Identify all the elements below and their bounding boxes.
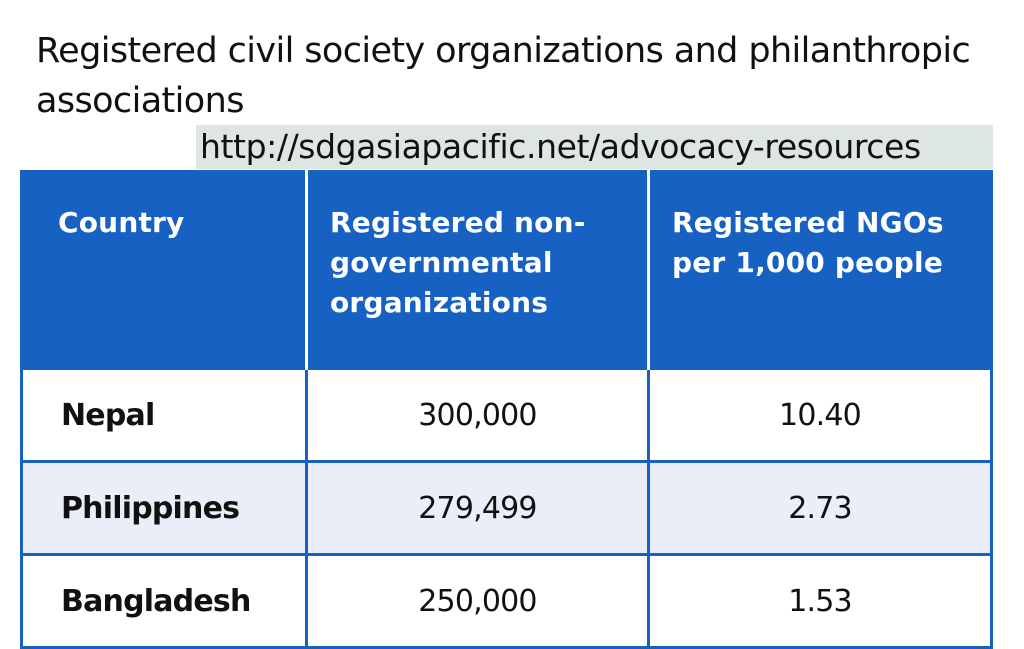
source-url: http://sdgasiapacific.net/advocacy-resources — [196, 125, 993, 169]
data-table-container — [20, 170, 993, 630]
column-header-ngos-per-1000: Registered NGOs per 1,000 people — [650, 170, 993, 370]
country-cell: Philippines — [20, 463, 308, 556]
ngo-count-cell: 250,000 — [308, 556, 650, 649]
ngo-per-1000-cell: 1.53 — [650, 556, 993, 649]
table-header-row — [20, 170, 993, 370]
country-cell: Bangladesh — [20, 556, 308, 649]
column-header-registered-ngos: Registered non-governmental organizations — [308, 170, 650, 370]
table-row — [20, 556, 993, 649]
ngo-table — [20, 170, 993, 649]
table-row — [20, 463, 993, 556]
country-cell: Nepal — [20, 370, 308, 463]
ngo-per-1000-cell: 10.40 — [650, 370, 993, 463]
table-row — [20, 370, 993, 463]
column-header-country: Country — [20, 170, 308, 370]
page-title: Registered civil society organizations and philanthropic associations — [36, 31, 971, 121]
ngo-count-cell: 300,000 — [308, 370, 650, 463]
ngo-per-1000-cell: 2.73 — [650, 463, 993, 556]
ngo-count-cell: 279,499 — [308, 463, 650, 556]
